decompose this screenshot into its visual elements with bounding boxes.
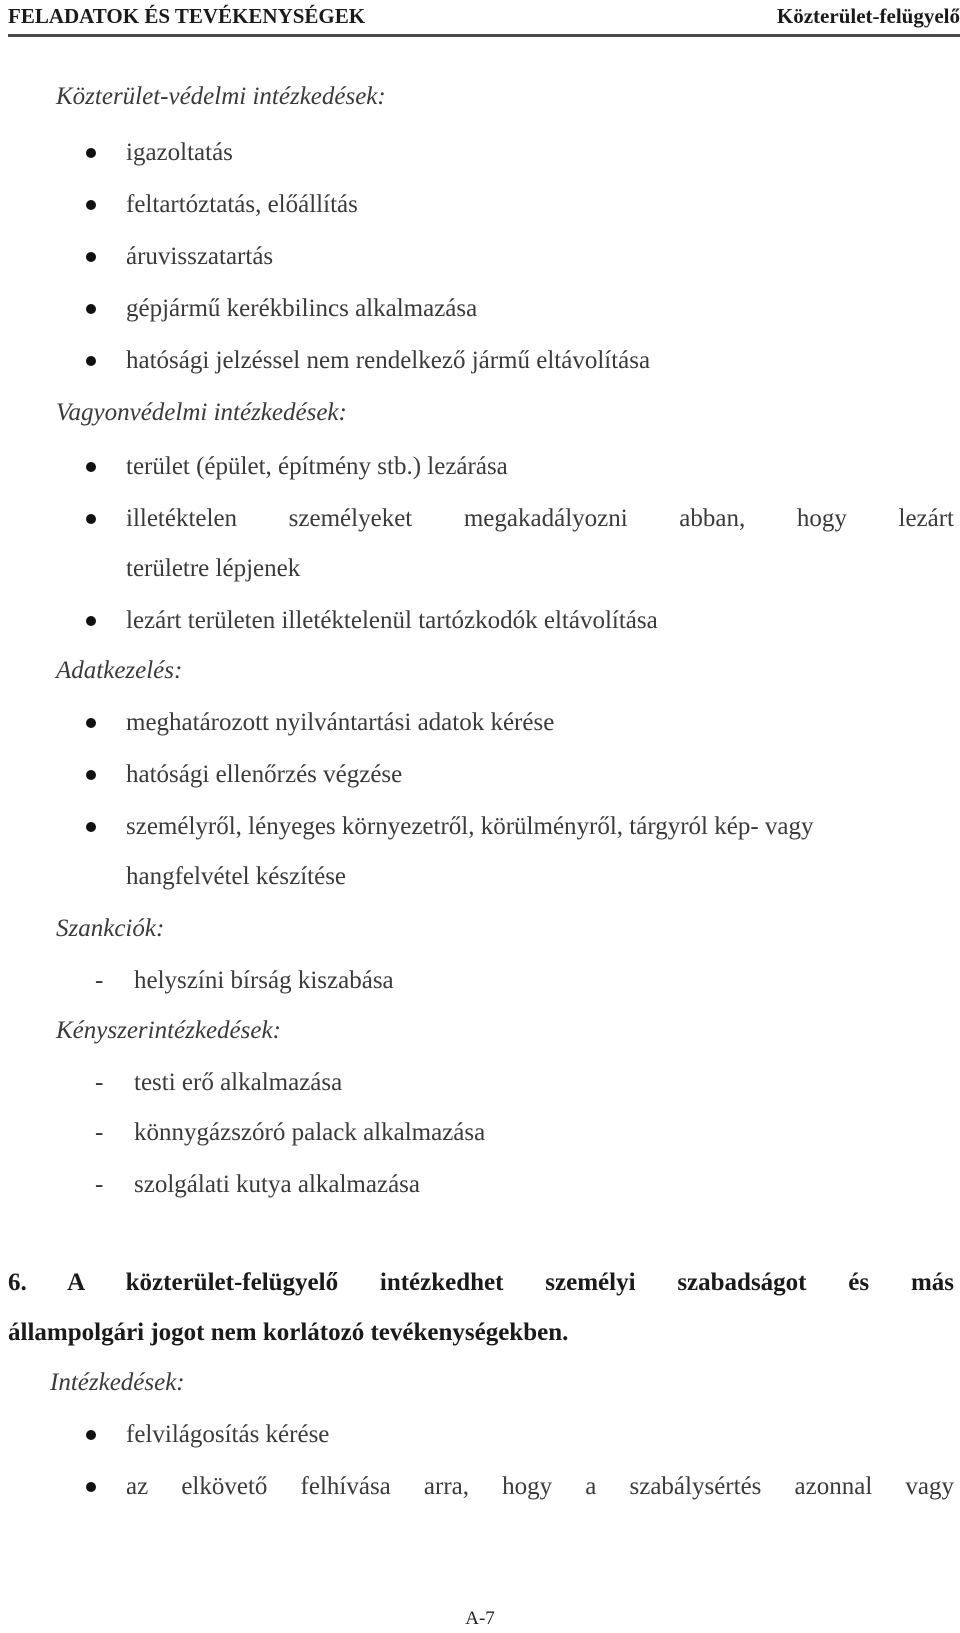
list-item-continuation: hangfelvétel készítése [126,863,347,890]
list-item: hatósági ellenőrzés végzése [126,761,403,788]
section-heading-kenyszerintezkedesek: Kényszerintézkedések: [56,1017,281,1044]
list-item: gépjármű kerékbilincs alkalmazása [126,295,478,322]
page-header [8,2,960,30]
bullet-icon [86,462,96,472]
section-heading-vagyonvedelmi: Vagyonvédelmi intézkedések: [56,399,347,426]
dash-marker: - [95,1069,104,1096]
page-number: A-7 [465,1608,495,1629]
list-item: könnygázszóró palack alkalmazása [134,1119,486,1146]
list-item-continuation: területre lépjenek [126,555,301,582]
list-item: személyről, lényeges környezetről, körülményről, tárgyról kép- vagy [126,813,814,840]
bullet-icon [86,822,96,832]
header-chapter-title: FELADATOK ÉS TEVÉKENYSÉGEK [8,4,366,28]
list-item: igazoltatás [126,139,233,166]
section-heading-intezkedesek: Intézkedések: [50,1369,185,1396]
dash-marker: - [95,1119,104,1146]
dash-marker: - [95,1171,104,1198]
header-divider [8,34,960,37]
section-6-title-line-1: 6. A közterület-felügyelő intézkedhet személyi szabadságot és más [8,1269,954,1296]
list-item: felvilágosítás kérése [126,1421,330,1448]
bullet-icon [86,1482,96,1492]
section-6-title-line-2: állampolgári jogot nem korlátozó tevékenységekben. [8,1319,569,1346]
list-item: szolgálati kutya alkalmazása [134,1171,420,1198]
bullet-icon [86,304,96,314]
bullet-icon [86,1430,96,1440]
list-item: terület (épület, építmény stb.) lezárása [126,453,508,480]
bullet-icon [86,200,96,210]
section-heading-adatkezeles: Adatkezelés: [56,657,183,684]
list-item: meghatározott nyilvántartási adatok kérése [126,709,555,736]
list-item: illetéktelen személyeket megakadályozni abban, hogy lezárt [126,505,954,532]
bullet-icon [86,514,96,524]
bullet-icon [86,252,96,262]
section-heading-szankciok: Szankciók: [56,915,165,942]
bullet-icon [86,770,96,780]
list-item: az elkövető felhívása arra, hogy a szabálysértés azonnal vagy [126,1473,954,1500]
list-item: testi erő alkalmazása [134,1069,343,1096]
header-document-title: Közterület-felügyelő [776,4,960,28]
list-item: feltartóztatás, előállítás [126,191,358,218]
bullet-icon [86,356,96,366]
bullet-icon [86,616,96,626]
bullet-icon [86,148,96,158]
list-item: lezárt területen illetéktelenül tartózkodók eltávolítása [126,607,658,634]
section-heading-kozterulet-vedelmi: Közterület-védelmi intézkedések: [56,83,386,110]
list-item: helyszíni bírság kiszabása [134,967,394,994]
list-item: áruvisszatartás [126,243,274,270]
list-item: hatósági jelzéssel nem rendelkező jármű eltávolítása [126,347,651,374]
bullet-icon [86,718,96,728]
dash-marker: - [95,967,104,994]
